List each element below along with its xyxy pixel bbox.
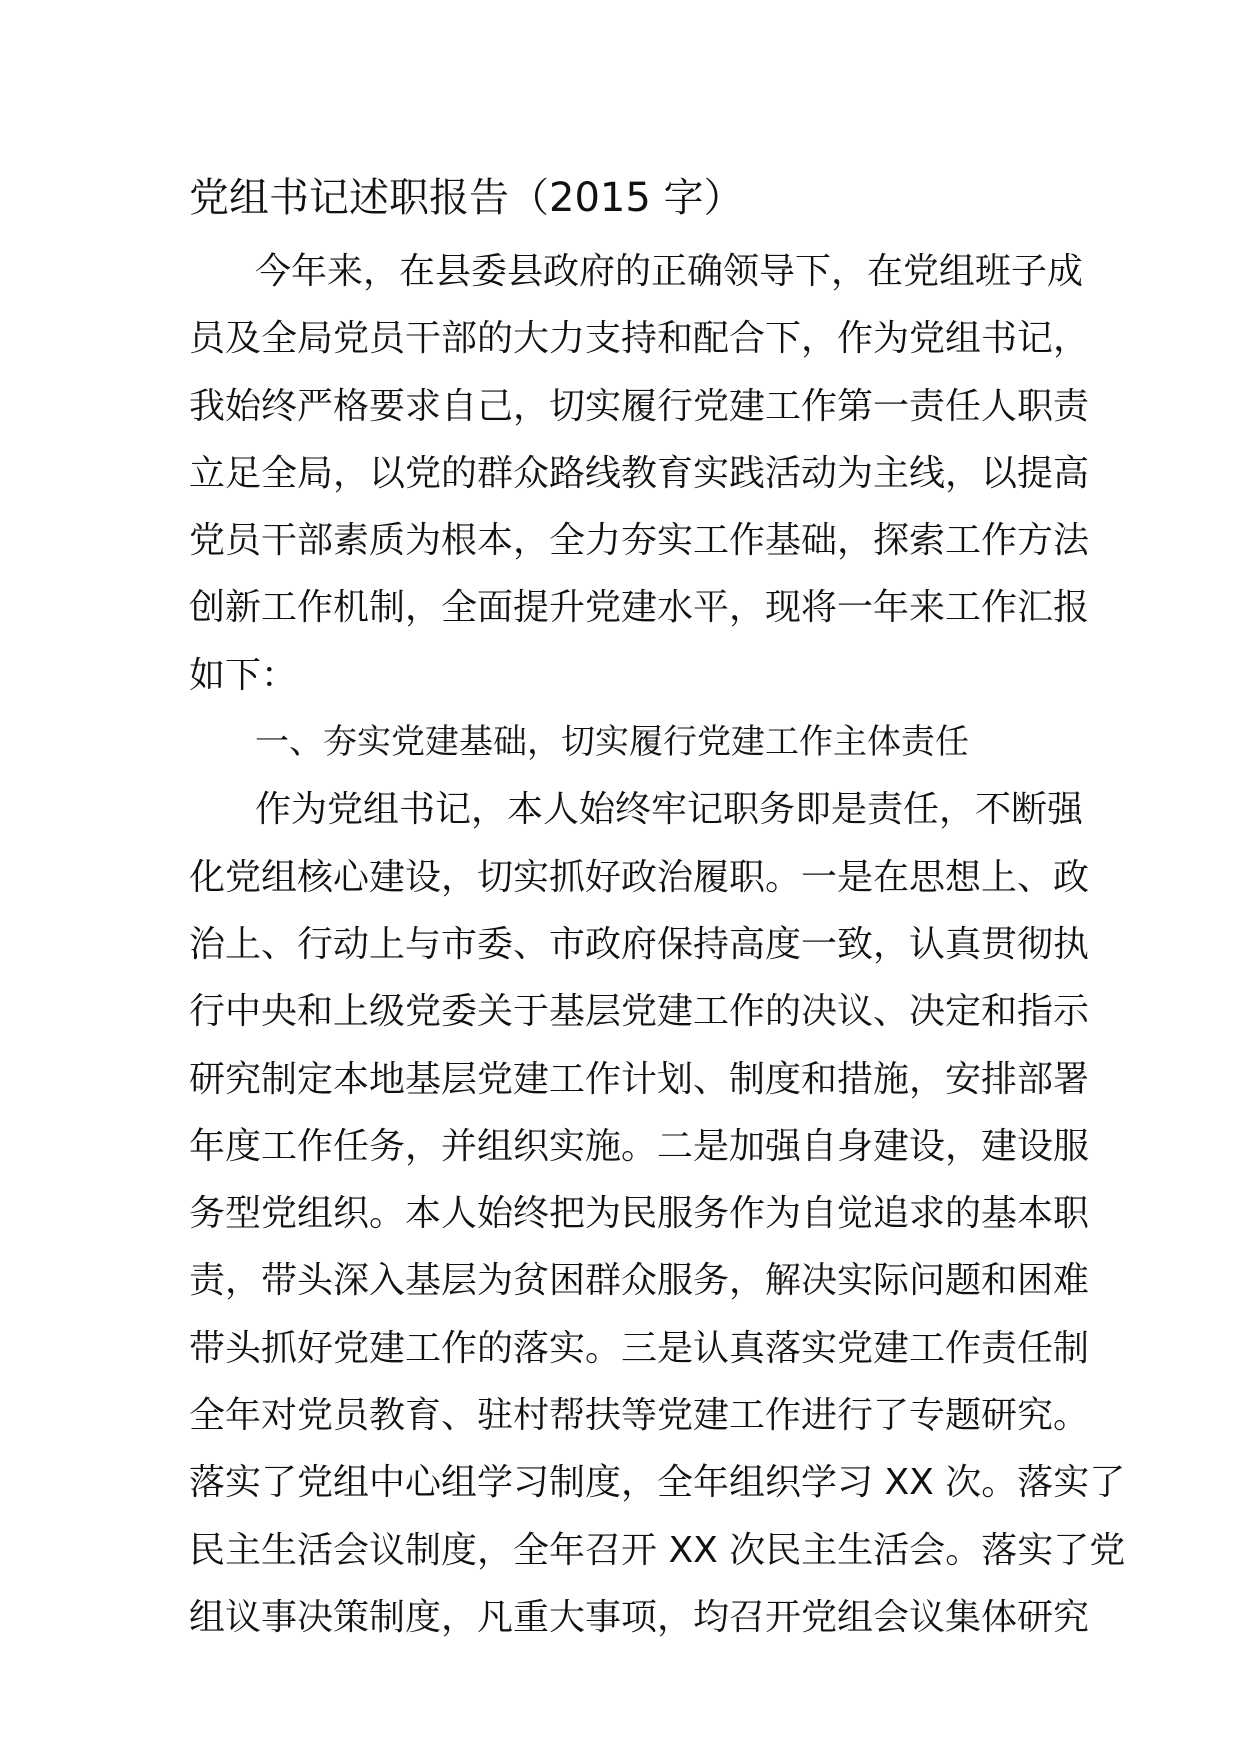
text-line: 责，带头深入基层为贫困群众服务，解决实际问题和困难 (189, 1260, 1090, 1302)
text-line: 民主生活会议制度，全年召开 XX 次民主生活会。落实了党 (189, 1529, 1126, 1571)
document-body (189, 238, 1126, 1651)
text-line: 如下： (189, 654, 298, 696)
text-line: 创新工作机制，全面提升党建水平，现将一年来工作汇报 (189, 587, 1090, 629)
text-line: 化党组核心建设，切实抓好政治履职。一是在思想上、政 (189, 856, 1090, 898)
text-line: 组议事决策制度，凡重大事项，均召开党组会议集体研究 (189, 1596, 1090, 1638)
text-line: 务型党组织。本人始终把为民服务作为自觉追求的基本职 (189, 1193, 1090, 1235)
text-line: 全年对党员教育、驻村帮扶等党建工作进行了专题研究。 (189, 1395, 1090, 1437)
text-line: 我始终严格要求自己，切实履行党建工作第一责任人职责 (189, 385, 1090, 427)
section-heading: 一、夯实党建基础，切实履行党建工作主体责任 (255, 722, 969, 763)
text-line: 落实了党组中心组学习制度，全年组织学习 XX 次。落实了 (189, 1462, 1126, 1504)
text-line: 党员干部素质为根本，全力夯实工作基础，探索工作方法 (189, 520, 1090, 562)
text-line: 年度工作任务，并组织实施。二是加强自身建设，建设服 (189, 1125, 1090, 1167)
text-line: 立足全局，以党的群众路线教育实践活动为主线，以提高 (189, 452, 1090, 494)
text-line: 今年来，在县委县政府的正确领导下，在党组班子成 (255, 251, 1084, 292)
text-line: 作为党组书记，本人始终牢记职务即是责任，不断强 (255, 789, 1084, 831)
text-line: 研究制定本地基层党建工作计划、制度和措施，安排部署 (189, 1058, 1090, 1100)
text-line: 员及全局党员干部的大力支持和配合下，作为党组书记， (189, 318, 1090, 360)
document-title: 党组书记述职报告（2015 字） (189, 175, 744, 221)
text-line: 带头抓好党建工作的落实。三是认真落实党建工作责任制 (189, 1327, 1090, 1369)
text-line: 行中央和上级党委关于基层党建工作的决议、决定和指示 (189, 991, 1090, 1033)
text-line: 治上、行动上与市委、市政府保持高度一致，认真贯彻执 (189, 923, 1090, 965)
